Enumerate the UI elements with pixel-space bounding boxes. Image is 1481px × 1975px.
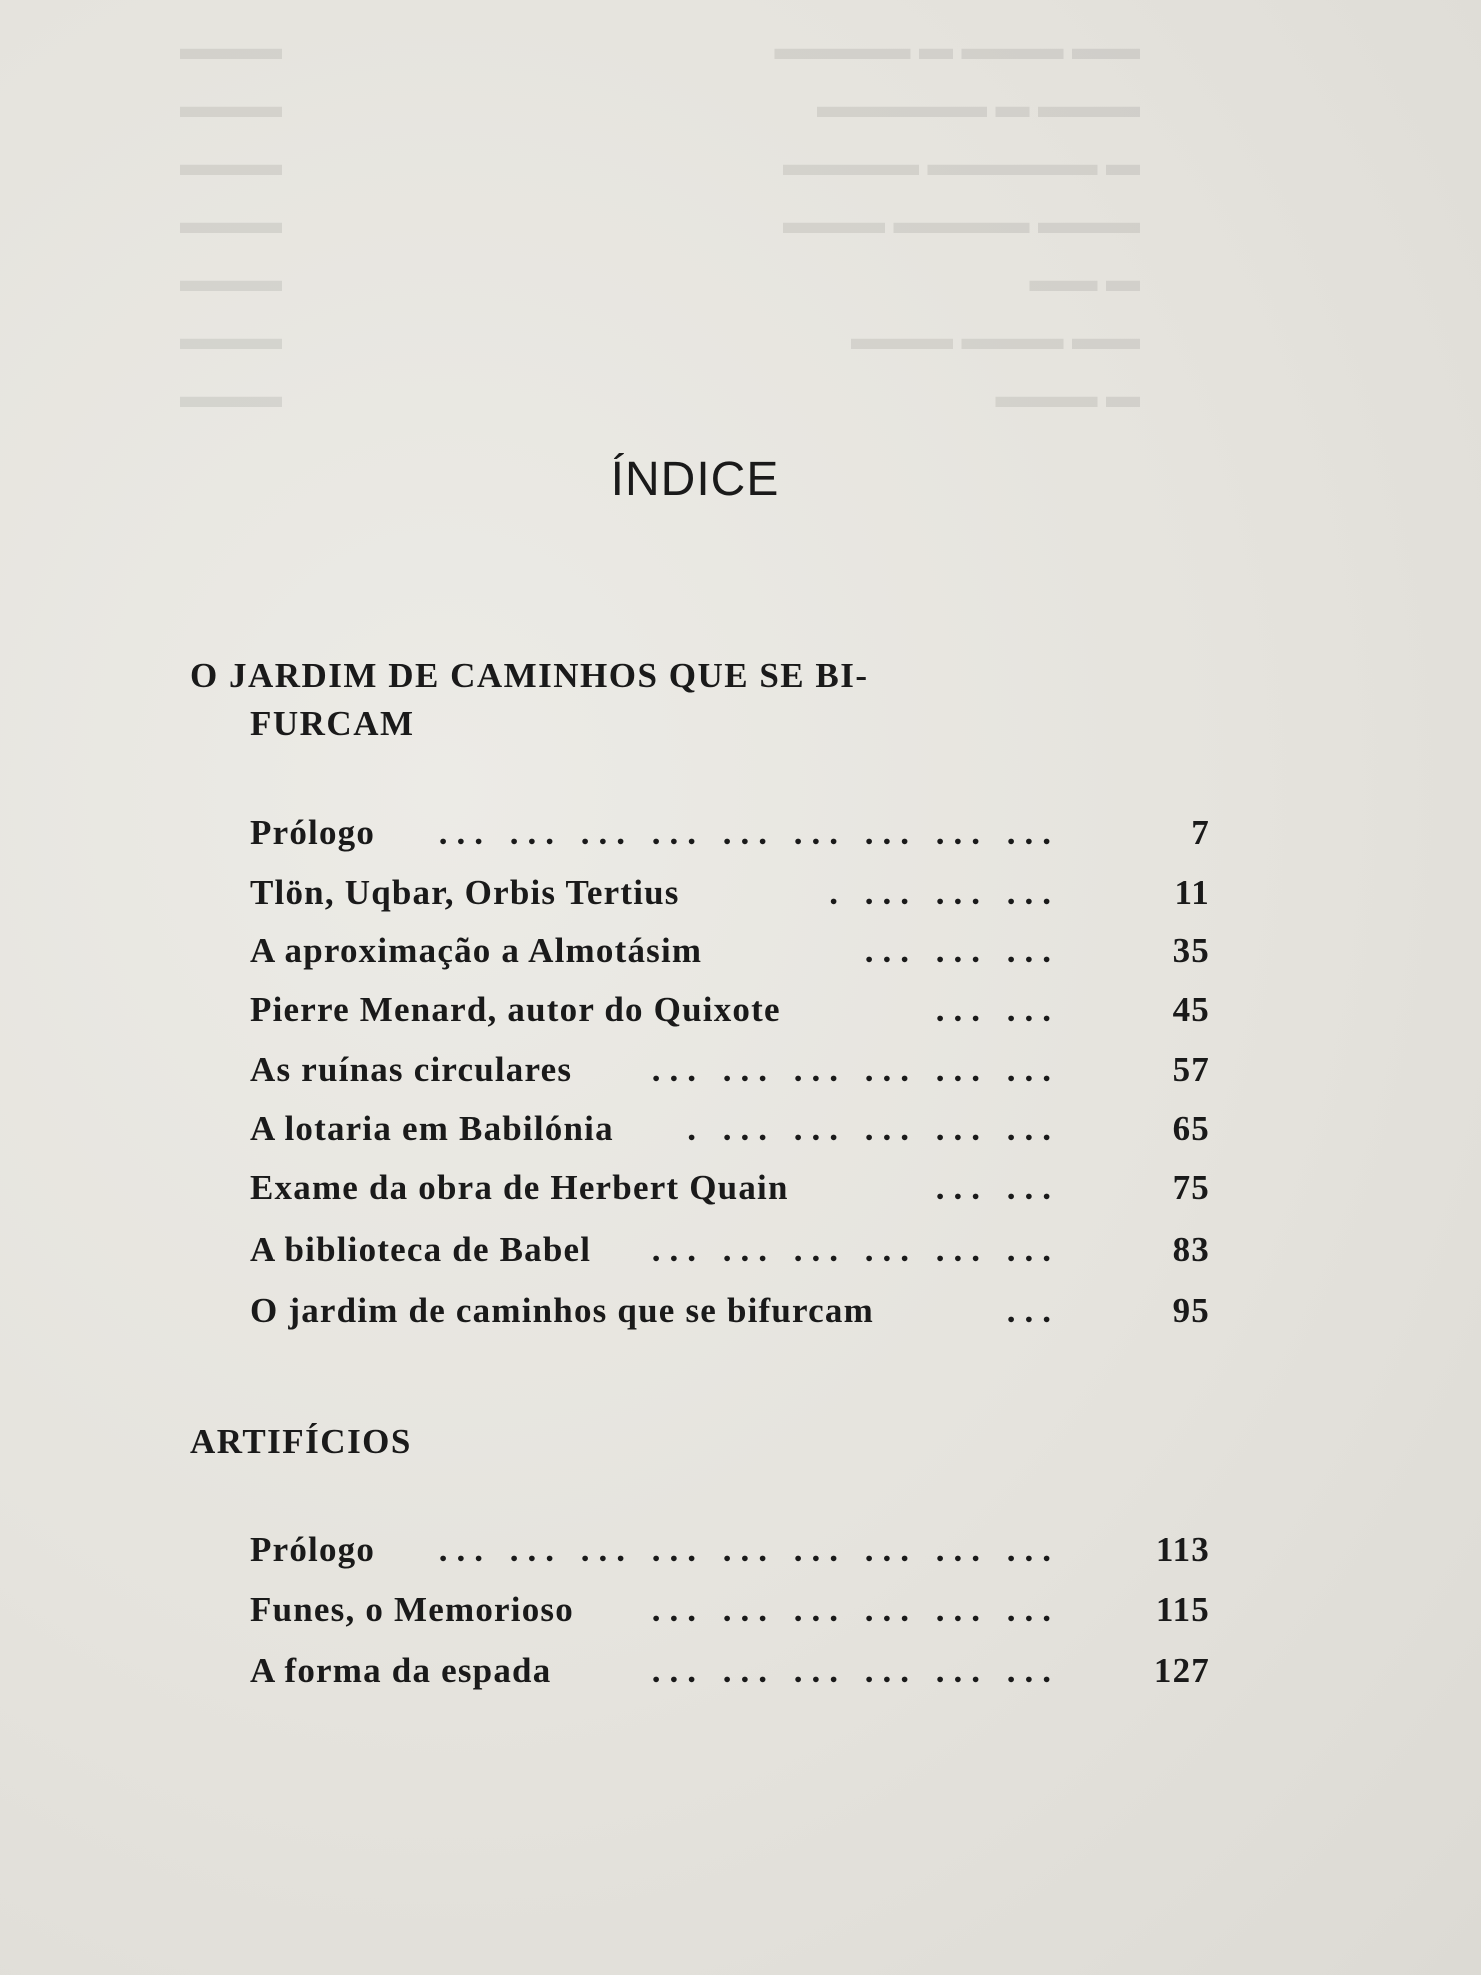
toc-entry-title: Tlön, Uqbar, Orbis Tertius bbox=[250, 873, 680, 912]
bleed-through-text: ▬▬ ▬▬▬ ▬ ▬▬▬▬ ▬▬▬ ▬▬▬ ▬ ▬▬▬▬▬ ▬▬▬ ▬ ▬▬▬▬▬ ▬▬▬▬ ▬▬▬ ▬▬▬ ▬▬▬▬ ▬▬▬ ▬▬▬ ▬ ▬▬ ▬▬▬ ▬▬ ▬▬▬ ▬▬▬ ▬▬▬ ▬ ▬▬▬ ▬▬▬ bbox=[180, 30, 1140, 415]
toc-entry-title: A lotaria em Babilónia bbox=[250, 1109, 614, 1148]
toc-entry[interactable] bbox=[250, 1585, 1210, 1635]
page-title: ÍNDICE bbox=[610, 453, 780, 506]
toc-entry-page: 83 bbox=[1172, 1230, 1210, 1269]
toc-entry-page: 95 bbox=[1172, 1291, 1210, 1330]
toc-entry-title: Prólogo bbox=[250, 813, 376, 852]
toc-leader-dots: ... ... ... ... ... ... bbox=[651, 1651, 1060, 1690]
toc-entry[interactable] bbox=[250, 1045, 1210, 1095]
toc-entry-title: Pierre Menard, autor do Quixote bbox=[250, 990, 781, 1029]
toc-leader-dots: . ... ... ... ... ... bbox=[687, 1109, 1060, 1148]
toc-entry-page: 75 bbox=[1172, 1168, 1210, 1207]
toc-leader-dots: ... bbox=[1006, 1291, 1060, 1330]
toc-entry[interactable] bbox=[250, 1104, 1210, 1154]
toc-entry-title: Funes, o Memorioso bbox=[250, 1590, 574, 1629]
toc-entry-page: 113 bbox=[1155, 1530, 1210, 1569]
toc-entry-page: 35 bbox=[1172, 931, 1210, 970]
toc-entry-title: A forma da espada bbox=[250, 1651, 552, 1690]
toc-entry-title: A aproximação a Almotásim bbox=[250, 931, 703, 970]
section-title-artificios bbox=[190, 1418, 1070, 1466]
section-title-jardim bbox=[190, 652, 1070, 748]
toc-leader-dots: ... ... ... ... ... ... ... ... ... bbox=[438, 813, 1060, 852]
section-title-line2: FURCAM bbox=[250, 704, 415, 743]
toc-leader-dots: ... ... ... ... ... ... bbox=[651, 1050, 1060, 1089]
toc-entry[interactable] bbox=[250, 985, 1210, 1035]
toc-entry-title: A biblioteca de Babel bbox=[250, 1230, 592, 1269]
toc-entry-page: 45 bbox=[1172, 990, 1210, 1029]
toc-entry-page: 11 bbox=[1174, 873, 1210, 912]
toc-leader-dots: . ... ... ... bbox=[829, 873, 1060, 912]
toc-entry-page: 7 bbox=[1191, 813, 1210, 852]
toc-leader-dots: ... ... bbox=[935, 990, 1060, 1029]
toc-entry-page: 127 bbox=[1153, 1651, 1210, 1690]
toc-entry-page: 57 bbox=[1172, 1050, 1210, 1089]
toc-entry[interactable] bbox=[250, 1525, 1210, 1575]
toc-entry[interactable] bbox=[250, 808, 1210, 858]
toc-entry[interactable] bbox=[250, 1286, 1210, 1336]
toc-entry-page: 65 bbox=[1172, 1109, 1210, 1148]
section-title-line1: O JARDIM DE CAMINHOS QUE SE BI- bbox=[190, 656, 869, 695]
toc-entry[interactable] bbox=[250, 1225, 1210, 1275]
toc-entry[interactable] bbox=[250, 926, 1210, 976]
toc-leader-dots: ... ... ... bbox=[864, 931, 1060, 970]
toc-entry[interactable] bbox=[250, 1646, 1210, 1696]
toc-entry[interactable] bbox=[250, 868, 1210, 918]
toc-entry-title: O jardim de caminhos que se bifurcam bbox=[250, 1291, 874, 1330]
toc-entry-title: Exame da obra de Herbert Quain bbox=[250, 1168, 789, 1207]
toc-entry-page: 115 bbox=[1155, 1590, 1210, 1629]
toc-entry-title: As ruínas circulares bbox=[250, 1050, 573, 1089]
toc-entry-title: Prólogo bbox=[250, 1530, 376, 1569]
toc-leader-dots: ... ... bbox=[935, 1168, 1060, 1207]
toc-leader-dots: ... ... ... ... ... ... bbox=[651, 1230, 1060, 1269]
section-title-line1: ARTIFÍCIOS bbox=[190, 1422, 412, 1461]
toc-leader-dots: ... ... ... ... ... ... ... ... ... bbox=[438, 1530, 1060, 1569]
toc-entry[interactable] bbox=[250, 1163, 1210, 1213]
toc-leader-dots: ... ... ... ... ... ... bbox=[651, 1590, 1060, 1629]
